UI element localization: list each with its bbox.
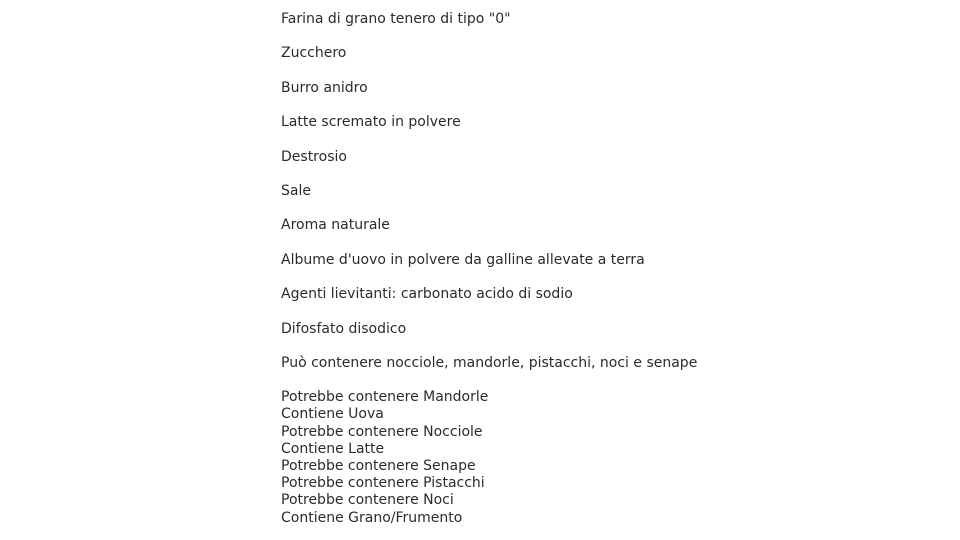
ingredient-list xyxy=(281,11,841,372)
ingredient-item: Aroma naturale xyxy=(281,217,390,234)
allergen-line: Potrebbe contenere Senape xyxy=(281,458,476,475)
product-ingredients-section xyxy=(281,11,841,527)
ingredient-item: Latte scremato in polvere xyxy=(281,114,461,131)
allergen-line: Contiene Grano/Frumento xyxy=(281,509,463,526)
ingredient-item: Sale xyxy=(281,182,311,199)
ingredient-item: Burro anidro xyxy=(281,79,368,96)
ingredient-item: Difosfato disodico xyxy=(281,320,407,337)
allergen-line: Potrebbe contenere Noci xyxy=(281,492,454,509)
ingredient-item: Agenti lievitanti: carbonato acido di sodio xyxy=(281,286,573,303)
ingredient-item: Farina di grano tenero di tipo "0" xyxy=(281,11,511,27)
allergen-line: Potrebbe contenere Nocciole xyxy=(281,423,483,440)
allergen-list xyxy=(281,389,841,527)
allergen-line: Potrebbe contenere Pistacchi xyxy=(281,475,485,492)
ingredient-item: Albume d'uovo in polvere da galline allevate a terra xyxy=(281,251,645,268)
ingredient-item: Destrosio xyxy=(281,148,347,165)
allergen-line: Contiene Uova xyxy=(281,406,384,423)
ingredient-item: Zucchero xyxy=(281,45,347,62)
allergen-line: Contiene Latte xyxy=(281,440,385,457)
ingredient-item: Può contenere nocciole, mandorle, pistacchi, noci e senape xyxy=(281,354,698,371)
allergen-line: Potrebbe contenere Mandorle xyxy=(281,389,489,406)
